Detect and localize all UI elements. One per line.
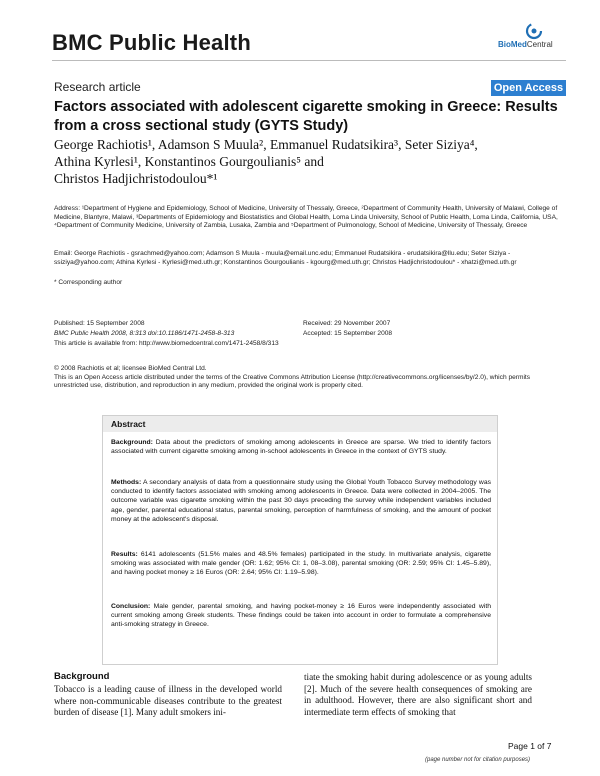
abstract-methods-label: Methods: xyxy=(111,479,142,486)
logo-text-central: Central xyxy=(526,40,553,49)
author-emails[interactable]: Email: George Rachiotis - gsrachmed@yahoo.com; Adamson S Muula - muula@email.unc.edu; Emmanuel Rudatsikira - erudatsikira@llu.edu; Seter Siziya - ssiziya@yahoo.com; Athina Kyrlesi - Kyrlesi@med.uth.gr; Konstantinos Gourgoulianis - kgourg@med.uth.gr; Christos Hadjichristodoulou* - xhatzi@med.uth.gr xyxy=(54,250,517,266)
journal-title: BMC Public Health xyxy=(52,30,251,55)
copyright-notice xyxy=(54,365,566,391)
header-divider xyxy=(52,60,566,61)
accepted-date: Accepted: 15 September 2008 xyxy=(303,330,393,337)
author-affiliations: Address: ¹Department of Hygiene and Epidemiology, School of Medicine, University of Thessaly, Greece, ²Department of Community Health, University of Malawi, College of Medicine, Blantyre, Malawi, ³Departments of Epidemiology and Biostatistics and Global Health, Loma Linda University, School of Public Health, Loma Linda, California, USA, ⁴Department of Community Medicine, University of Zambia, Lusaka, Zambia and ⁵Department of Pulmonology, School of Medicine, University of Thessaly, Greece xyxy=(54,205,558,230)
abstract-background-text: Data about the predictors of smoking among adolescents in Greece are sparse. We tried to identify factors associated with current cigarette smoking among in-school adolescents in Greece in the context of GYTS study. xyxy=(111,439,491,456)
biomed-central-logo xyxy=(496,22,566,48)
abstract-heading: Abstract xyxy=(103,416,497,432)
submission-dates xyxy=(303,320,503,340)
logo-text xyxy=(498,40,553,49)
body-right-column: tiate the smoking habit during adolescence or as young adults [2]. Much of the severe health consequences of smoking are in adulthood. However, there are also significant short and intermediate term effects of smoking that xyxy=(304,672,532,717)
authors-line-1: George Rachiotis¹, Adamson S Muula², Emmanuel Rudatsikira³, Seter Siziya⁴, xyxy=(54,137,478,152)
abstract-background xyxy=(111,438,491,456)
abstract-results xyxy=(111,550,491,578)
abstract-methods-text: A secondary analysis of data from a questionnaire study using the Global Youth Tobacco Survey methodology was conducted to identify factors associated with smoking among adolescents in Greece. Data were collected in 2004–2005. The outcome variable was cigarette smoking within the past 30 days preceding the survey while independent variables included age, gender, parental educational status, parental smoking, perception of harmfulness of smoking, and the amount of pocket money at the adolescent's disposal. xyxy=(111,479,491,523)
author-list xyxy=(54,136,564,187)
abstract-conclusion xyxy=(111,602,491,630)
logo-swirl-icon xyxy=(522,22,546,40)
page-number: Page 1 of 7 xyxy=(508,741,552,751)
abstract-background-label: Background: xyxy=(111,439,153,446)
authors-line-2: Athina Kyrlesi¹, Konstantinos Gourgoulianis⁵ and xyxy=(54,154,324,169)
page-number-note: (page number not for citation purposes) xyxy=(425,757,531,763)
copyright-line: © 2008 Rachiotis et al; licensee BioMed Central Ltd. xyxy=(54,365,207,372)
logo-text-biomed: BioMed xyxy=(498,40,527,49)
abstract-conclusion-text: Male gender, parental smoking, and having pocket-money ≥ 16 Euros were independently associated with current smoking among Greek students. These findings could be taken into account in order to formulate a comprehensive anti-smoking strategy in Greece. xyxy=(111,603,491,629)
abstract-results-label: Results: xyxy=(111,551,138,558)
body-left-column: Tobacco is a leading cause of illness in the developed world where non-communicable diseases contribute to the greatest burden of disease [1]. Many adult smokers ini- xyxy=(54,684,282,718)
authors-line-3: Christos Hadjichristodoulou*¹ xyxy=(54,171,218,186)
license-text: This is an Open Access article distributed under the terms of the Creative Commons Attribution License (http://creativecommons.org/licenses/by/2.0), which permits unrestricted use, distribution, and reproduction in any medium, provided the original work is properly cited. xyxy=(54,373,531,390)
citation: BMC Public Health 2008, 8:313 doi:10.1186/1471-2458-8-313 xyxy=(54,330,235,337)
abstract-methods xyxy=(111,478,491,524)
published-date: Published: 15 September 2008 xyxy=(54,320,145,327)
article-url[interactable]: This article is available from: http://www.biomedcentral.com/1471-2458/8/313 xyxy=(54,340,279,347)
article-title: Factors associated with adolescent cigarette smoking in Greece: Results from a cross sectional study (GYTS Study) xyxy=(54,99,558,134)
background-heading: Background xyxy=(54,671,110,682)
corresponding-author-note: * Corresponding author xyxy=(54,279,123,286)
abstract-conclusion-label: Conclusion: xyxy=(111,603,151,610)
abstract-box xyxy=(102,415,498,665)
abstract-results-text: 6141 adolescents (51.5% males and 48.5% females) participated in the study. In multivariate analysis, cigarette smoking was associated with male gender (OR: 1.62; 95% CI: 1, 08–3.08), parental smoking (OR: 2.59; 95% CI: 1.45–5.89), and having pocket money ≥ 16 Euros (OR: 2.64; 95% CI: 1.19–5.98). xyxy=(111,551,491,577)
publication-info xyxy=(54,320,304,350)
open-access-badge[interactable]: Open Access xyxy=(491,80,566,96)
article-type: Research article xyxy=(54,80,141,94)
received-date: Received: 29 November 2007 xyxy=(303,320,391,327)
